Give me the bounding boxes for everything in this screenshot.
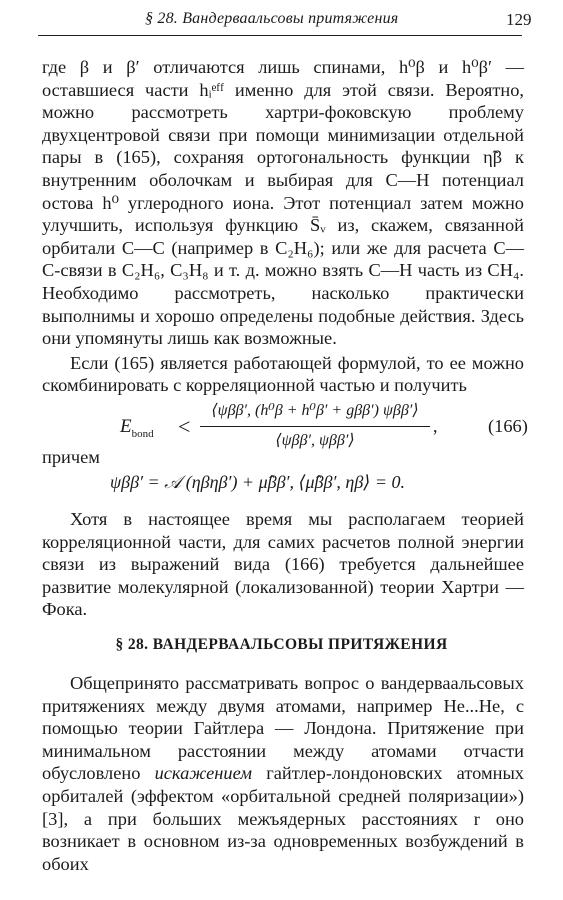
paragraph-hartree-fock: где β и β′ отличаются лишь спинами, h⁰β и h⁰β′ — оставшиеся части hᵢᵉᶠᶠ именно для этой связи. Вероятно, можно рассмотреть хартри-фоковскую проблему двухцентровой связи при помощи минимизации отдельной пары в (165), сохраняя ортогональность функции η̃β к внутренним оболочкам и выбирая для С—Н потенциал остова h⁰ углеродного иона. Этот потенциал затем можно улучшить, используя функцию S̄ᵥ из, скажем, связанной орбитали С—С (например в C₂H₆); или же для расчета С—С-связи в C₂H₆, C₃H₈ и т. д. можно взять С—Н часть из CH₄. Необходимо рассмотреть, насколько практически выполнимы и хорошо определены подобные действия. Здесь они упомянуты лишь как возможные. <box>42 57 524 349</box>
page-number: 129 <box>506 10 532 29</box>
equation-numerator: ⟨ψββ′, (h⁰β + h⁰β′ + gββ′) ψββ′⟩ <box>211 402 419 419</box>
equation-number: (166) <box>488 416 528 436</box>
word-prichem: причем <box>42 447 100 467</box>
paragraph-working-formula: Если (165) является работающей формулой, то ее можно скомбинировать с корреляционной частью и получить <box>42 352 524 396</box>
text-block-middle <box>42 508 524 621</box>
running-head <box>0 0 563 38</box>
emphasis-distortion: искажением <box>154 763 253 784</box>
equation-denominator: ⟨ψββ′, ψββ′⟩ <box>275 432 355 449</box>
equation-comma: , <box>433 416 438 436</box>
text-block-top <box>42 56 524 397</box>
equation-relation: < <box>178 414 191 439</box>
equation-166 <box>120 400 528 456</box>
section-heading: § 28. ВАНДЕРВААЛЬСОВЫ ПРИТЯЖЕНИЯ <box>115 636 448 653</box>
equation-psi-definition: ψββ′ = 𝒜 (ηβηβ′) + μ̂ββ′, ⟨μ̂ββ′, ηβ⟩ = 0. <box>110 472 405 492</box>
paragraph-correlation-theory: Хотя в настоящее время мы располагаем теорией корреляционной части, для самих расчетов полной энергии связи из выражений вида (166) требуется дальнейшее развитие молекулярной (локализованной) теории Хартри — Фока. <box>42 509 524 620</box>
equation-lhs: $E_{bond}$ <box>120 416 154 440</box>
equation-fraction <box>200 400 430 450</box>
paragraph-van-der-waals: Общепринято рассматривать вопрос о вандерваальсовых притяжениях между двумя атомами, например Не...Не, с помощью теории Гайтлера — Лондона. Притяжение при минимальном расстоянии между атомами отчасти обусловлено искажением гайтлер-лондоновских атомных орбиталей (эффектом «орбитальной средней поляризации») [3], а при больших межъядерных расстояниях r оно возникает в основном из-за одновременных возбуждений в обоих <box>42 673 525 874</box>
running-title: § 28. Вандерваальсовы притяжения <box>145 10 399 27</box>
header-rule <box>38 35 522 36</box>
fraction-bar <box>200 426 430 427</box>
text-block-bottom <box>42 672 524 875</box>
